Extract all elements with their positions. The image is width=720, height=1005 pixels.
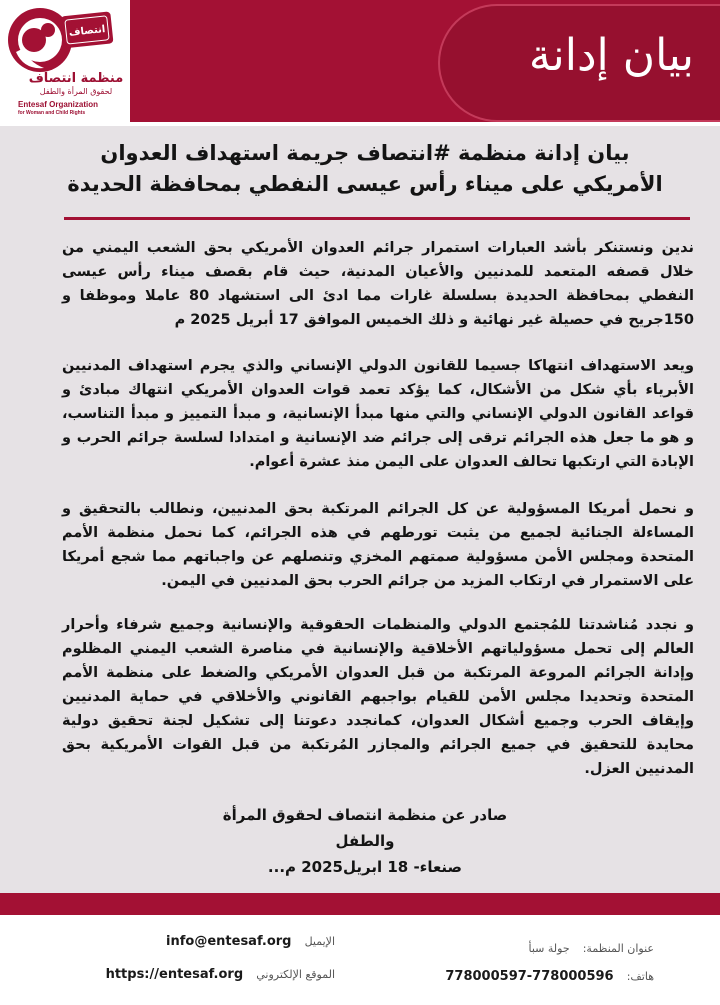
logo-subtitle-ar: لحقوق المرأة والطفل <box>39 87 113 96</box>
statement-paragraph-4: و نجدد مُناشدتنا للمُجتمع الدولي والمنظمات الحقوقية والإنسانية وجميع شرفاء وأحرار العالم إلى تحمل مسؤولياتهم الأخلاقية والإنسانية في مناصرة الشعب اليمني المظلوم وإدانة الجرائم المروعة المرتكبة من قبل العدوان الأمريكي والضغط على منظمة الأمم المتحدة وتحديدا مجلس الأمن للقيام بواجبهم القانوني والأخلاقي في حماية المدنيين وإيقاف الحرب وجميع أشكال العدوان، كمانجدد دعوتنا إلى تشكيل لجنة تحقيق دولية محايدة للتحقيق في جميع الجرائم والمجازر المُرتكبة من قبل القوات الأمريكية بحق المدنيين العزل. <box>62 617 694 777</box>
statement-paragraph-3: و نحمل أمريكا المسؤولية عن كل الجرائم المرتكبة بحق المدنيين، ونطالب بالتحقيق و المساءلة الجنائية لجميع من يثبت تورطهم في هذه الجرائم، كما نحمل منظمة الأمم المتحدة ومجلس الأمن مسؤولية صمتهم المخزي وتنصلهم عن واجباتهم مما شجع أمريكا على الاستمرار في ارتكاب المزيد من جرائم الحرب بحق المدنيين في اليمن. <box>62 501 694 589</box>
date-line: صنعاء- 18 ابريل2025 م... <box>267 858 463 876</box>
footer <box>0 915 720 1005</box>
address-label: عنوان المنظمة: <box>582 942 654 955</box>
issuer-block <box>200 802 530 880</box>
statement-paragraph-1: ندين ونستنكر بأشد العبارات استمرار جرائم العدوان الأمريكي بحق الشعب اليمني من خلال قصفه المتعمد للمدنيين والأعيان المدنية، حيث قام بقصف ميناء رأس عيسى النفطي بمحافظة الحديدة بسلسلة غارات مما ادئ الى استشهاد 80 عاملا وموظفا و 150جريح في حصيلة غير نهائية و ذلك الخميس الموافق 17 أبريل 2025 م <box>62 240 694 328</box>
phone-label: هاتف: <box>626 970 654 983</box>
title-divider <box>64 217 690 220</box>
organization-logo <box>4 0 130 124</box>
footer-email <box>166 930 335 949</box>
email-label: الإيميل <box>304 935 335 948</box>
statement-title: بيان إدانة منظمة #انتصاف جريمة استهداف العدوان الأمريكي على ميناء رأس عيسى النفطي بمحافظة الحديدة <box>67 141 663 196</box>
footer-strip <box>0 893 720 915</box>
footer-address <box>529 937 655 956</box>
header <box>0 0 720 126</box>
footer-website <box>106 963 335 982</box>
logo-badge-text: انتصاف <box>68 24 106 39</box>
footer-phone <box>445 965 654 984</box>
phone-value: 778000597-778000596 <box>445 969 614 984</box>
logo-emblem-icon <box>4 0 130 76</box>
website-link[interactable]: https://entesaf.org <box>105 967 244 982</box>
page-title: بيان إدانة <box>528 30 694 81</box>
website-label: الموقع الإلكتروني <box>256 968 335 981</box>
address-value: جولة سبأ <box>528 942 570 955</box>
logo-subtitle-en: for Woman and Child Rights <box>18 110 86 116</box>
issuer-line: صادر عن منظمة انتصاف لحقوق المرأة والطفل <box>222 806 508 850</box>
statement-paragraph-2: ويعد الاستهداف انتهاكا جسيما للقانون الدولي الإنساني والذي يجرم استهداف المدنيين الأبرياء بأي شكل من الأشكال، كما يؤكد تعمد قوات العدوان الأمريكي انتهاك مبادئ و قواعد القانون الدولي الإنساني والتي منها مبدأ الإنسانية، و مبدأ التمييز و مبدأ التناسب، و هو ما جعل هذه الجرائم ترقى إلى جرائم ضد الإنسانية و امتدادا لسلسة جرائم الحرب و الإبادة التي ارتكبها تحالف العدوان على اليمن منذ عشرة أعوام. <box>62 358 694 470</box>
logo-name-ar: منظمة انتصاف <box>28 71 124 86</box>
logo-name-en: Entesaf Organization <box>18 100 99 109</box>
email-link[interactable]: info@entesaf.org <box>166 934 292 949</box>
